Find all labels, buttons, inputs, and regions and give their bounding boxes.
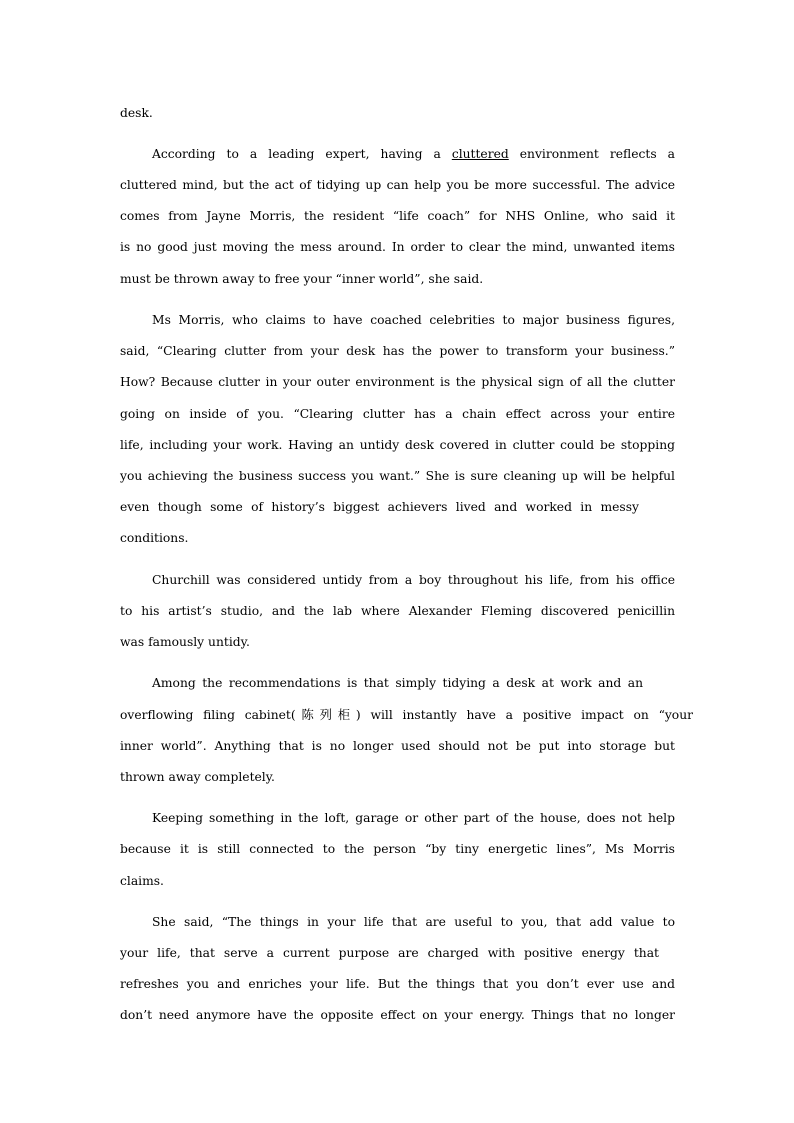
text-line: was famously untidy. xyxy=(120,635,250,649)
text-line: don’t need anymore have the opposite effect on your energy. Things that no longer xyxy=(120,1008,675,1022)
text-line: comes from Jayne Morris, the resident “life coach” for NHS Online, who said it xyxy=(120,209,675,223)
text-line: is no good just moving the mess around. In order to clear the mind, unwanted items xyxy=(120,240,675,254)
text-line: inner world”. Anything that is no longer used should not be put into storage but xyxy=(120,739,675,753)
text-line: How? Because clutter in your outer environment is the physical sign of all the clutter xyxy=(120,375,675,389)
text-line: to his artist’s studio, and the lab where Alexander Fleming discovered penicillin xyxy=(120,604,675,618)
text-line: said, “Clearing clutter from your desk has the power to transform your business.” xyxy=(120,344,675,358)
text-line: you achieving the business success you want.” She is sure cleaning up will be helpful xyxy=(120,469,675,483)
text-line: She said, “The things in your life that are useful to you, that add value to xyxy=(152,915,675,929)
text-line: must be thrown away to free your “inner world”, she said. xyxy=(120,272,484,286)
text-line: even though some of history’s biggest achievers lived and worked in messy xyxy=(120,500,639,514)
text-run: According to a leading expert, having a xyxy=(152,147,452,161)
text-line: Ms Morris, who claims to have coached celebrities to major business figures, xyxy=(152,313,675,327)
text-line: your life, that serve a current purpose are charged with positive energy that xyxy=(120,946,659,960)
text-line: because it is still connected to the person “by tiny energetic lines”, Ms Morris xyxy=(120,842,675,856)
underlined-word: cluttered xyxy=(451,147,509,161)
text-line: Churchill was considered untidy from a boy throughout his life, from his office xyxy=(152,573,675,587)
text-line: life, including your work. Having an untidy desk covered in clutter could be stopping xyxy=(120,438,675,452)
text-line: claims. xyxy=(120,874,164,888)
text-line: overflowing filing cabinet(陈列柜) will instantly have a positive impact on “your xyxy=(120,708,693,722)
text-run: environment reflects a xyxy=(508,147,675,161)
text-line: cluttered mind, but the act of tidying up can help you be more successful. The advice xyxy=(120,178,675,192)
text-line: desk. xyxy=(120,106,153,120)
text-line: conditions. xyxy=(120,531,189,545)
text-line: going on inside of you. “Clearing clutter has a chain effect across your entire xyxy=(120,407,675,421)
text-line: refreshes you and enriches your life. But the things that you don’t ever use and xyxy=(120,977,675,991)
text-line: Among the recommendations is that simply tidying a desk at work and an xyxy=(152,676,643,690)
text-line xyxy=(152,146,675,162)
text-line: thrown away completely. xyxy=(120,770,275,784)
text-line: Keeping something in the loft, garage or other part of the house, does not help xyxy=(152,811,675,825)
